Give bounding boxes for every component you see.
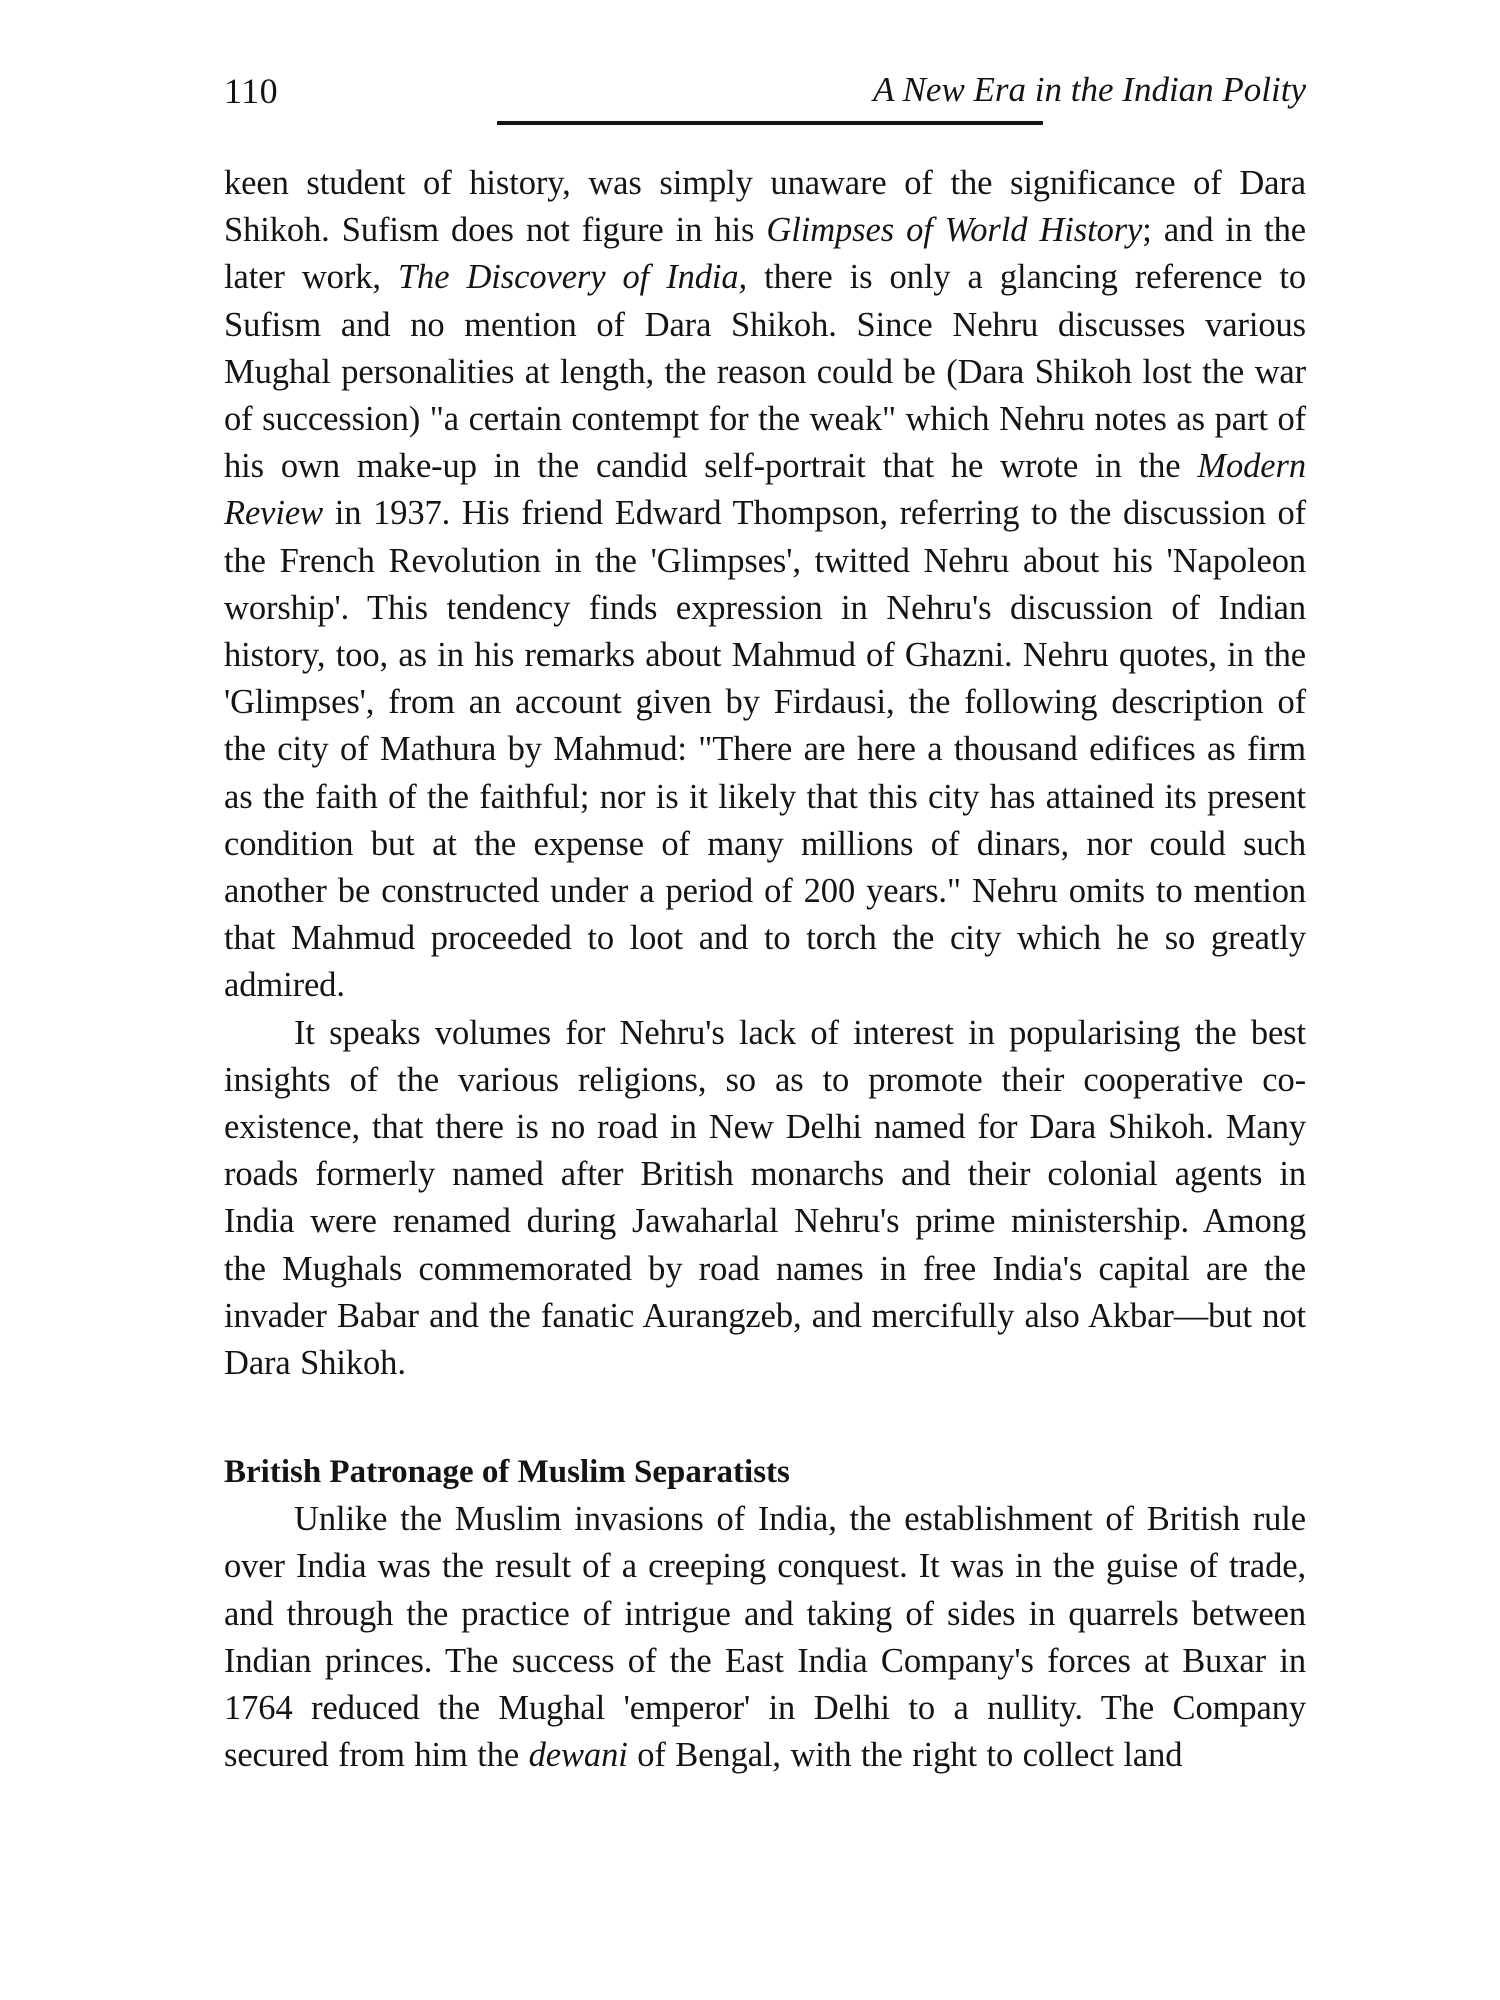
paragraph-british-rule — [224, 1496, 1306, 1779]
running-title: A New Era in the Indian Polity — [873, 70, 1306, 109]
paragraph-continued — [224, 160, 1306, 1010]
page-number: 110 — [224, 71, 279, 111]
italic-title-discovery: The Discovery of India, — [397, 258, 748, 297]
text-run: ; and in the later work, — [224, 211, 1306, 297]
italic-term-dewani: dewani — [528, 1736, 628, 1775]
italic-title-glimpses: Glimpses of World History — [766, 211, 1143, 250]
text-run: there is only a glancing reference to Sufism and no mention of Dara Shikoh. Since Nehru discusses various Mughal personalities at length, the reason could be (Dara Shikoh lost the war of succession) "a certain contempt for the weak" which Nehru notes as part of his own make-up in the candid self-portrait that he wrote in the — [224, 258, 1306, 486]
paragraph-dara-shikoh-roads: It speaks volumes for Nehru's lack of interest in popularising the best insights of the various religions, so as to promote their cooperative co-existence, that there is no road in New Delhi named for Dara Shikoh. Many roads formerly named after British monarchs and their colonial agents in India were renamed during Jawaharlal Nehru's prime ministership. Among the Mughals commemorated by road names in free India's capital are the invader Babar and the fanatic Aurangzeb, and mercifully also Akbar—but not Dara Shikoh. — [224, 1013, 1306, 1383]
text-run: Unlike the Muslim invasions of India, the establishment of British rule over India was the result of a creeping conquest. It was in the guise of trade, and through the practice of intrigue and taking of sides in quarrels between Indian princes. The success of the East India Company's forces at Buxar in 1764 reduced the Mughal 'emperor' in Delhi to a nullity. The Company secured from him the — [224, 1500, 1306, 1775]
text-run: keen student of history, was simply unaware of the significance of Dara Shikoh. Sufism does not figure in his — [224, 164, 1306, 250]
section-heading: British Patronage of Muslim Separatists — [224, 1454, 790, 1491]
body-text — [224, 160, 1306, 1780]
text-run: of Bengal, with the right to collect land — [627, 1736, 1183, 1775]
italic-title-modern-review: Modern Review — [224, 447, 1306, 533]
text-run: in 1937. His friend Edward Thompson, referring to the discussion of the French Revolution in the 'Glimpses', twitted Nehru about his 'Napoleon worship'. This tendency finds expression in Nehru's discussion of Indian history, too, as in his remarks about Mahmud of Ghazni. Nehru quotes, in the 'Glimpses', from an account given by Firdausi, the following description of the city of Mathura by Mahmud: "There are here a thousand edifices as firm as the faith of the faithful; nor is it likely that this city has attained its present condition but at the expense of many millions of dinars, nor could such another be constructed under a period of 200 years." Nehru omits to mention that Mahmud proceeded to loot and to torch the city which he so greatly admired. — [224, 494, 1306, 1005]
running-head — [224, 70, 1306, 120]
header-rule — [497, 121, 1043, 125]
